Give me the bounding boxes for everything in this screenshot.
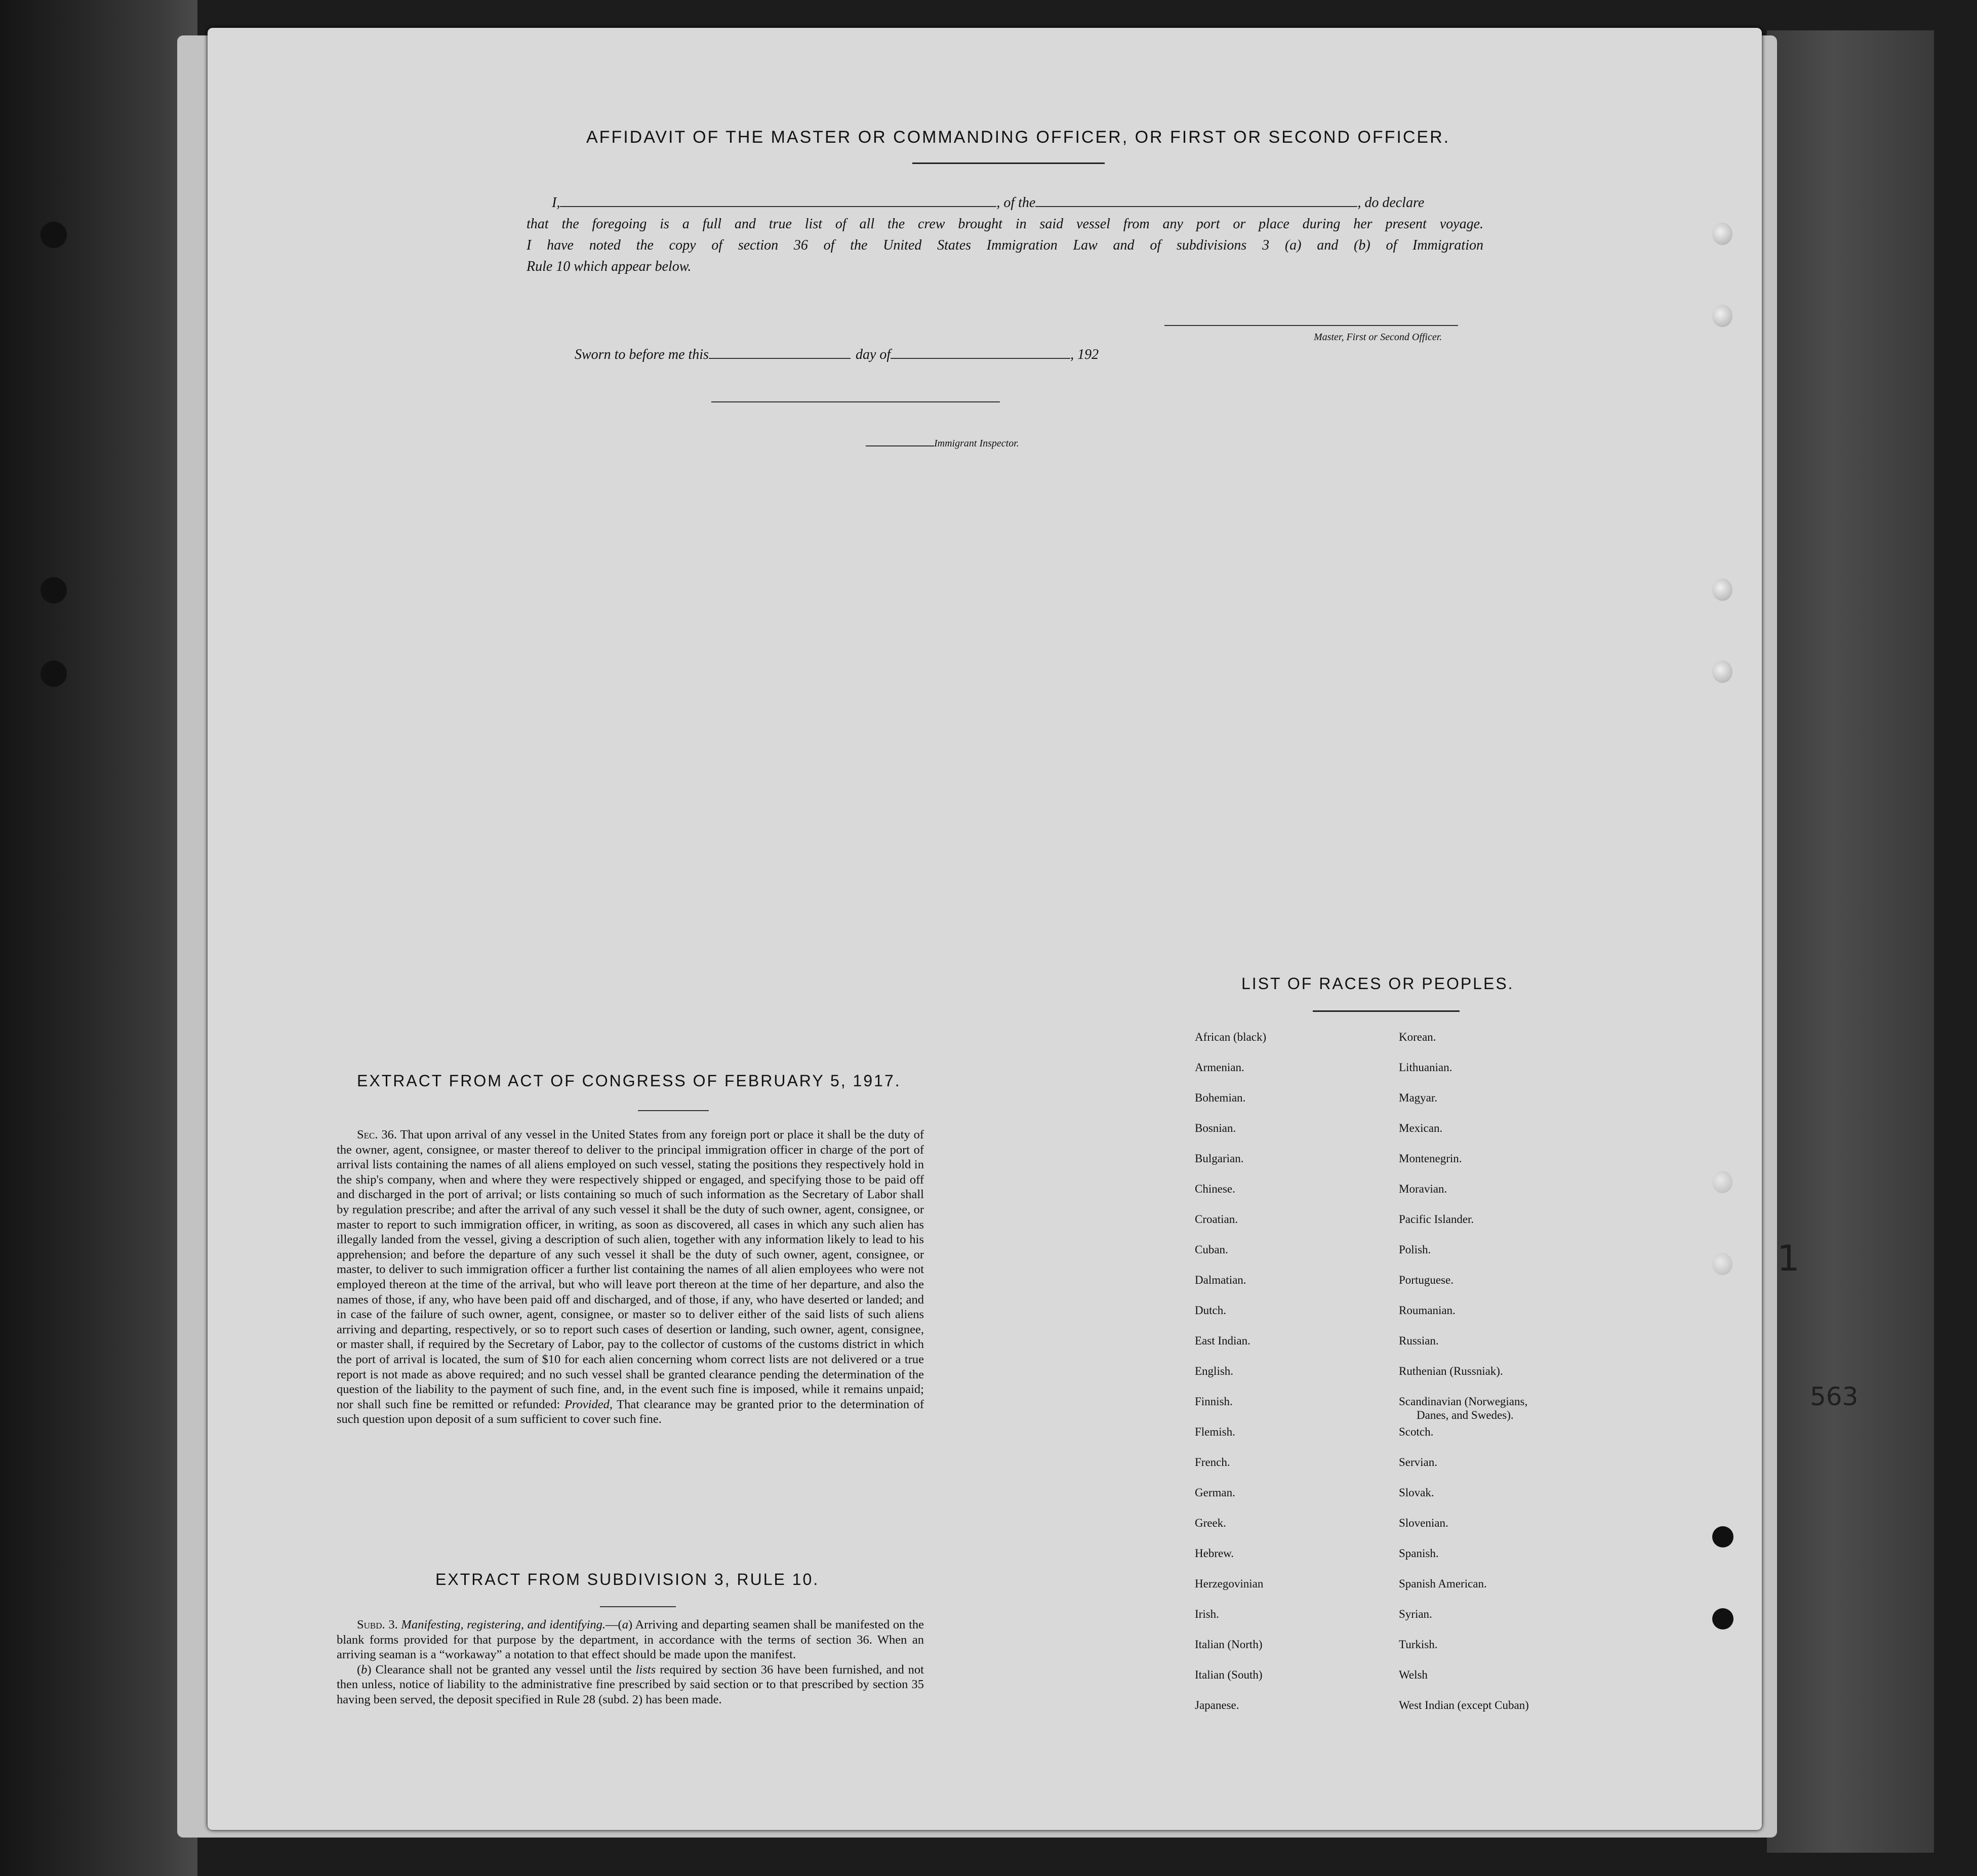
- race-item: Roumanian.: [1399, 1304, 1456, 1317]
- binder-hole: [41, 222, 67, 248]
- sworn-line: [575, 347, 1099, 363]
- sworn-month-blank[interactable]: [891, 358, 1070, 359]
- race-item: Montenegrin.: [1399, 1152, 1462, 1165]
- binder-hole: [41, 577, 67, 603]
- races-title: LIST OF RACES OR PEOPLES.: [1241, 974, 1514, 993]
- race-item: Lithuanian.: [1399, 1061, 1453, 1074]
- page-hole: [1712, 1608, 1733, 1629]
- para-b-open: (: [357, 1662, 361, 1677]
- race-item: French.: [1195, 1456, 1230, 1469]
- race-item: Herzegovinian: [1195, 1577, 1264, 1590]
- inspector-caption: [866, 438, 1019, 450]
- para-b-letter: b: [361, 1662, 368, 1677]
- vessel-blank[interactable]: [1035, 206, 1357, 207]
- race-item: Bohemian.: [1195, 1091, 1246, 1104]
- race-item: Portuguese.: [1399, 1274, 1454, 1286]
- race-item: Armenian.: [1195, 1061, 1244, 1074]
- race-item: Dalmatian.: [1195, 1274, 1246, 1286]
- race-item: Greek.: [1195, 1517, 1226, 1529]
- race-item: German.: [1195, 1486, 1235, 1499]
- signature-line[interactable]: [1164, 325, 1458, 326]
- race-item: Ruthenian (Russniak).: [1399, 1365, 1503, 1377]
- binder-hole: [41, 661, 67, 687]
- races-title-rule: [1313, 1010, 1460, 1012]
- race-item: Italian (North): [1195, 1638, 1263, 1651]
- race-item: Magyar.: [1399, 1091, 1438, 1104]
- race-item: Spanish American.: [1399, 1577, 1487, 1590]
- page-hole: [1712, 1253, 1732, 1275]
- race-item: African (black): [1195, 1031, 1267, 1043]
- margin-mark-1: 1: [1777, 1238, 1800, 1279]
- scanner-edge: [1767, 30, 1934, 1853]
- page-hole: [1712, 305, 1732, 327]
- race-item: Servian.: [1399, 1456, 1438, 1469]
- race-item: Bosnian.: [1195, 1122, 1236, 1134]
- inspector-caption-text: Immigrant Inspector.: [934, 438, 1019, 449]
- inspector-signature-line[interactable]: [711, 401, 1000, 402]
- para-a-letter: a: [622, 1618, 628, 1632]
- rule-extract-title: EXTRACT FROM SUBDIVISION 3, RULE 10.: [435, 1570, 820, 1588]
- race-item: Danes, and Swedes).: [1417, 1409, 1514, 1421]
- affidavit-line-2: that the foregoing is a full and true list of all the crew brought in said vessel from any port or place during her present voyage.: [527, 216, 1483, 232]
- section-36-body-end: That clearance may be granted prior to the determination of such question upon deposit of a sum sufficient to cover such fine.: [337, 1397, 924, 1426]
- race-item: Korean.: [1399, 1031, 1436, 1043]
- subd-label: Subd. 3.: [357, 1618, 398, 1632]
- race-item: Chinese.: [1195, 1182, 1235, 1195]
- race-item: Slovak.: [1399, 1486, 1434, 1499]
- para-b-lists: lists: [635, 1662, 656, 1677]
- act-extract-rule: [638, 1110, 709, 1111]
- race-item: Dutch.: [1195, 1304, 1226, 1317]
- page-hole: [1712, 1171, 1732, 1193]
- race-item: Syrian.: [1399, 1608, 1432, 1620]
- race-item: Hebrew.: [1195, 1547, 1234, 1560]
- signature-caption: Master, First or Second Officer.: [1314, 332, 1442, 343]
- name-blank[interactable]: [560, 206, 996, 207]
- para-a-text: ) Arriving and departing seamen shall be manifested on the blank forms provided for that purpose by the department, in accordance with the terms of section 36. When an arriving seaman is a “workaway” a notation to that effect should be made upon the manifest.: [337, 1618, 924, 1662]
- race-item: Scotch.: [1399, 1425, 1434, 1438]
- race-item: Moravian.: [1399, 1182, 1447, 1195]
- race-item: Mexican.: [1399, 1122, 1443, 1134]
- race-item: East Indian.: [1195, 1334, 1250, 1347]
- of-the-label: , of the: [996, 195, 1036, 211]
- race-item: Flemish.: [1195, 1425, 1235, 1438]
- para-a-dash: —(: [606, 1618, 622, 1632]
- rule-10-text: [337, 1617, 924, 1707]
- section-36-body: That upon arrival of any vessel in the United States from any foreign port or place it shall be the duty of the owner, agent, consignee, or master thereof to deliver to the principal immigration officer in charge of the port of arrival lists containing the names of all aliens employed on such vessel, stating the positions they respectively hold in the ship's company, when and where they were respectively shipped or engaged, and specifying those to be paid off and discharged in the port of arrival; or lists containing so much of such information as the Secretary of Labor shall by regulation prescribe; and after the arrival of any such vessel it shall be the duty of such owner, agent, consignee, or master to report to such immigration officer, in writing, as soon as discovered, all cases in which any such alien has illegally landed from the vessel, giving a description of such alien, together with any information likely to lead to his apprehension; and before the departure of any such vessel it shall be the duty of such owner, agent, consignee, or master, to deliver to such immigration officer a further list containing the names of all alien employees who were not employed thereon at the time of the arrival, but who will leave port thereon at the time of her departure, and also the names of those, if any, who have been paid off and discharged, and of those, if any, who have deserted or landed; and in case of the failure of such owner, agent, consignee, or master so to deliver either of the said lists of such aliens arriving and departing, respectively, or so to report such cases of desertion or landing, such owner, agent, consignee, or master shall, if required by the Secretary of Labor, pay to the collector of customs of the customs district in which the port of arrival is located, the sum of $10 for each alien concerning whom correct lists are not delivered or a true report is not made as above required; and no such vessel shall be granted clearance pending the determination of the question of the liability to the payment of such fine, and, in the event such fine is imposed, while it remains unpaid; nor shall such fine be remitted or refunded:: [337, 1128, 924, 1411]
- race-item: Italian (South): [1195, 1668, 1263, 1681]
- race-item: Polish.: [1399, 1243, 1431, 1256]
- race-item: Turkish.: [1399, 1638, 1438, 1651]
- page-hole: [1712, 661, 1732, 683]
- binder-background: [0, 0, 197, 1876]
- race-item: Irish.: [1195, 1608, 1219, 1620]
- page-hole: [1712, 579, 1732, 601]
- affidavit-line-1: [527, 195, 1483, 211]
- race-item: English.: [1195, 1365, 1234, 1377]
- subd-heading: Manifesting, registering, and identifying.: [401, 1618, 606, 1632]
- race-item: Japanese.: [1195, 1699, 1239, 1711]
- race-item: Slovenian.: [1399, 1517, 1448, 1529]
- do-declare-label: , do declare: [1357, 195, 1425, 211]
- act-extract-title: EXTRACT FROM ACT OF CONGRESS OF FEBRUARY 5, 1917.: [357, 1072, 901, 1090]
- race-item: Russian.: [1399, 1334, 1439, 1347]
- race-item: Finnish.: [1195, 1395, 1233, 1408]
- race-item: Bulgarian.: [1195, 1152, 1244, 1165]
- race-item: Pacific Islander.: [1399, 1213, 1474, 1226]
- provided-word: Provided,: [564, 1397, 613, 1411]
- race-item: Welsh: [1399, 1668, 1428, 1681]
- para-b-text: ) Clearance shall not be granted any vessel until the: [367, 1662, 636, 1677]
- sec-label: Sec. 36.: [357, 1128, 397, 1141]
- race-item: Spanish.: [1399, 1547, 1439, 1560]
- sworn-day-blank[interactable]: [709, 358, 851, 359]
- inspector-blank[interactable]: [866, 445, 934, 446]
- race-item: West Indian (except Cuban): [1399, 1699, 1529, 1711]
- manifest-page: [208, 28, 1762, 1830]
- affidavit-title: AFFIDAVIT OF THE MASTER OR COMMANDING OFFICER, OR FIRST OR SECOND OFFICER.: [586, 128, 1450, 147]
- rule-extract-rule: [600, 1606, 676, 1607]
- sworn-label: Sworn to before me this: [575, 347, 709, 362]
- day-of-label: day of: [855, 347, 891, 362]
- affidavit-line-3: I have noted the copy of section 36 of the United States Immigration Law and of subdivisions 3 (a) and (b) of Immigration: [527, 237, 1483, 253]
- section-36-text: [337, 1127, 924, 1427]
- para-b-text-end: required by section 36 have been furnished, and not then unless, notice of liability to the administrative fine prescribed by said section or to that prescribed by section 35 having been served, the deposit specified in Rule 28 (subd. 2) has been made.: [337, 1662, 924, 1706]
- affidavit-title-rule: [912, 162, 1105, 164]
- affidavit-declaration: [527, 195, 1483, 275]
- i-label: I,: [552, 195, 560, 211]
- margin-mark-563: 563: [1810, 1382, 1859, 1411]
- race-item: Scandinavian (Norwegians,: [1399, 1395, 1528, 1408]
- race-item: Croatian.: [1195, 1213, 1238, 1226]
- page-hole: [1712, 223, 1732, 245]
- race-item: Cuban.: [1195, 1243, 1228, 1256]
- page-hole: [1712, 1526, 1733, 1547]
- affidavit-line-4: Rule 10 which appear below.: [527, 259, 692, 274]
- year-label: , 192: [1070, 347, 1099, 362]
